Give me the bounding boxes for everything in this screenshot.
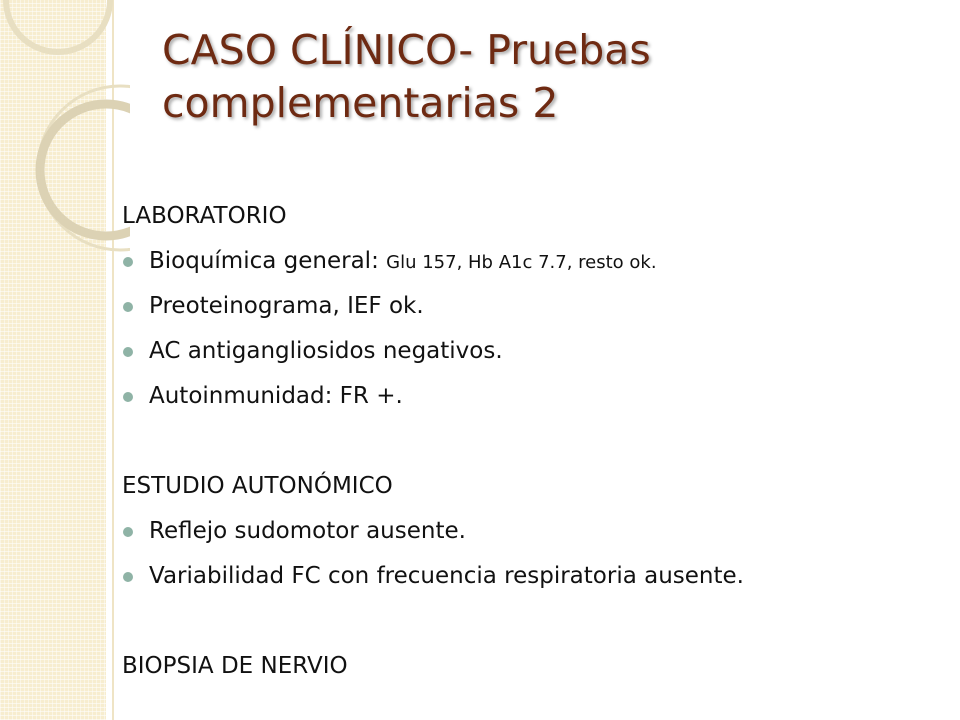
item-label: AC antigangliosidos negativos. [149, 338, 503, 364]
slide-title: CASO CLÍNICO- Pruebas complementarias 2 [162, 26, 651, 127]
section-heading-biopsia-de-nervio: BIOPSIA DE NERVIO [122, 653, 348, 679]
item-label: Autoinmunidad: FR +. [149, 383, 403, 409]
section-heading-estudio-autonomico: ESTUDIO AUTONÓMICO [122, 473, 393, 499]
bullet-icon [123, 257, 133, 267]
bullet-icon [123, 527, 133, 537]
decorative-rings [0, 0, 130, 280]
slide-content [122, 193, 942, 689]
item-detail: Glu 157, Hb A1c 7.7, resto ok. [386, 252, 657, 273]
ring-medium [40, 104, 130, 236]
item-label: Bioquímica general: [149, 248, 387, 274]
ring-top [6, 0, 110, 52]
bullet-icon [123, 347, 133, 357]
section-spacer [122, 599, 942, 643]
item-label: Variabilidad FC con frecuencia respiratoria ausente. [149, 563, 744, 589]
list-item-bioquimica [122, 239, 942, 284]
list-item-autoinmunidad [122, 374, 942, 419]
bullet-icon [123, 572, 133, 582]
list-item-proteinograma [122, 284, 942, 329]
list-item-ac-antigangliosidos [122, 329, 942, 374]
bullet-icon [123, 302, 133, 312]
list-item-variabilidad-fc [122, 554, 942, 599]
section-spacer [122, 419, 942, 463]
item-label: Reflejo sudomotor ausente. [149, 518, 466, 544]
section-heading-laboratorio: LABORATORIO [122, 203, 287, 229]
list-item-reflejo-sudomotor [122, 509, 942, 554]
bullet-icon [123, 392, 133, 402]
item-label: Preoteinograma, IEF ok. [149, 293, 424, 319]
